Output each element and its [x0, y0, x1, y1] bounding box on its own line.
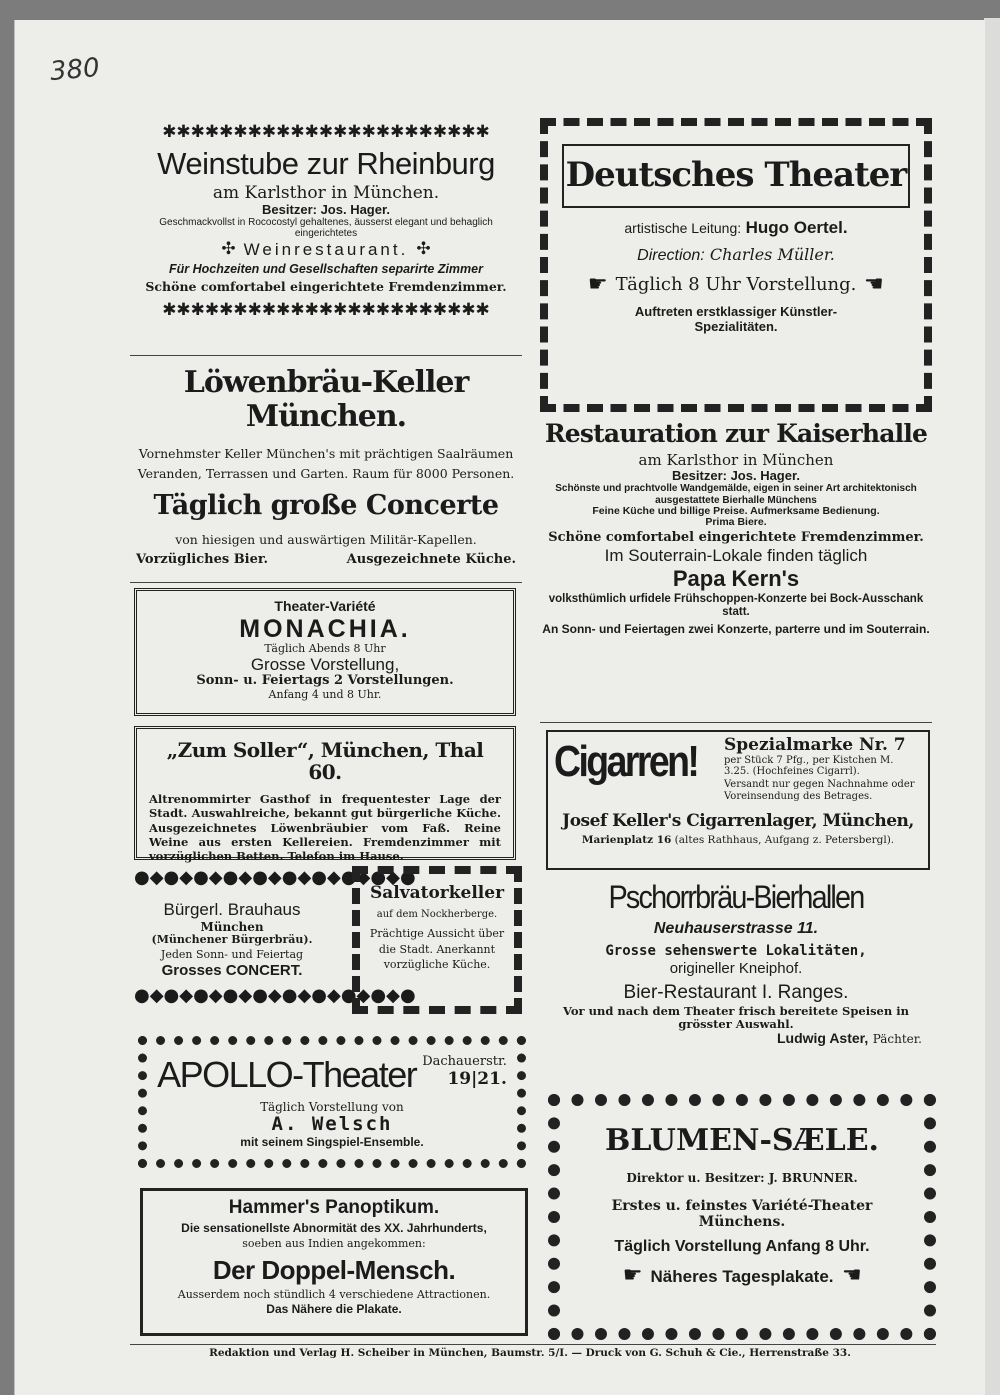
brauhaus-title: Bürgerl. Brauhaus — [163, 900, 301, 919]
dot-border-top: ●◆●◆●◆●◆●◆●◆●◆●◆●◆● — [134, 867, 416, 888]
salvator-place: auf dem Nockherberge. — [376, 909, 498, 921]
pschorr-line2: origineller Kneiphof. — [669, 960, 803, 978]
hammer-feature: Der Doppel-Mensch. — [212, 1255, 456, 1286]
ad-monachia — [134, 588, 516, 716]
ad-cigarren — [546, 730, 930, 870]
soller-title: „Zum Soller“, München, Thal 60. — [166, 738, 484, 785]
separator — [130, 582, 522, 583]
apollo-title: APOLLO-Theater — [157, 1054, 417, 1095]
apollo-street: Dachauerstr. — [422, 1054, 507, 1069]
salvator-text: Prächtige Aussicht über die Stadt. Anerkannt vorzügliche Küche. — [369, 927, 505, 971]
ad-salvator — [352, 866, 522, 1014]
apollo-daily: Täglich Vorstellung von — [260, 1100, 404, 1114]
ad-hammer — [140, 1188, 528, 1336]
apollo-ensemble: mit seinem Singspiel-Ensemble. — [240, 1134, 424, 1149]
fleuron-icon: ✣ — [221, 238, 236, 259]
cigarren-top-row — [548, 732, 928, 802]
pointing-hand-icon: ☛ — [622, 1263, 643, 1289]
apollo-name: A. Welsch — [271, 1113, 393, 1136]
monachia-time: Täglich Abends 8 Uhr — [264, 641, 386, 655]
theater-lead-row — [562, 218, 910, 238]
cigarren-shop: Josef Keller's Cigarrenlager, München, — [562, 810, 914, 831]
kaiserhalle-desc: Schönste und prachtvolle Wandgemälde, eigen in seiner Art architektonisch ausgestattete Bierhalle Münchens — [555, 483, 917, 506]
weinstube-type: Weinrestaurant. — [243, 239, 409, 259]
hammer-line1: Die sensationellste Abnormität des XX. Jahrhunderts, — [181, 1221, 487, 1236]
footer-imprint: Redaktion und Verlag H. Scheiber in München, Baumstr. 5/I. — Druck von G. Schuh & Cie., Herrenstraße 33. — [209, 1347, 851, 1359]
page-edge — [984, 18, 1000, 1395]
cigarren-big: Cigarren! — [554, 737, 698, 786]
loewenbraeu-title: Löwenbräu-Keller München. — [183, 365, 469, 434]
theater-daily: Täglich 8 Uhr Vorstellung. — [615, 273, 857, 295]
loewenbraeu-kitchen: Ausgezeichnete Küche. — [346, 552, 516, 568]
brauhaus-sub: (Münchener Bürgerbräu). — [151, 933, 313, 947]
hammer-line4: Das Nähere die Plakate. — [266, 1302, 402, 1317]
theater-lead-name: Hugo Oertel. — [745, 218, 848, 238]
ad-soller — [134, 726, 516, 864]
monachia-show: Grosse Vorstellung, — [250, 654, 400, 674]
weinstube-title: Weinstube zur Rheinburg — [157, 146, 495, 181]
monachia-title: MONACHIA. — [239, 614, 411, 643]
pschorr-line1: Grosse sehenswerte Lokalitäten, — [605, 942, 867, 959]
pointing-hand-icon: ☛ — [841, 1263, 862, 1289]
footer-rule — [130, 1344, 936, 1345]
fleuron-icon: ✣ — [416, 238, 431, 259]
apollo-title-row — [147, 1055, 517, 1095]
theater-daily-row — [562, 273, 910, 298]
monachia-sub: Theater-Variété — [274, 598, 376, 614]
ad-pschorr — [540, 880, 932, 1088]
cigarren-brand: Spezialmarke Nr. 7 — [724, 735, 906, 755]
theater-artists: Auftreten erstklassiger Künstler-Spezialitäten. — [634, 304, 838, 334]
star-border-bottom: ✱✱✱✱✱✱✱✱✱✱✱✱✱✱✱✱✱✱✱✱✱✱✱ — [162, 299, 490, 320]
ad-kaiserhalle — [540, 420, 932, 722]
hammer-title: Hammer's Panoptikum. — [228, 1197, 440, 1218]
pschorr-street: Neuhauserstrasse 11. — [653, 919, 819, 937]
pschorr-line3: Bier-Restaurant I. Ranges. — [623, 982, 849, 1004]
pschorr-owner: Ludwig Aster, — [776, 1030, 869, 1047]
theater-direction-name: Charles Müller. — [709, 244, 835, 264]
loewenbraeu-line3: von hiesigen und auswärtigen Militär-Kapellen. — [175, 532, 477, 548]
cigarren-address: Marienplatz 16 — [581, 833, 672, 846]
weinstube-owner: Besitzer: Jos. Hager. — [262, 201, 390, 217]
page-number-handwritten: 380 — [48, 52, 101, 88]
weinstube-rooms: Für Hochzeiten und Gesellschaften separirte Zimmer — [169, 261, 483, 276]
kaiserhalle-rooms: Schöne comfortabel eingerichtete Fremdenzimmer. — [548, 530, 924, 546]
kaiserhalle-location: am Karlsthor in München — [638, 451, 834, 469]
loewenbraeu-beer: Vorzügliches Bier. — [136, 552, 269, 568]
cigarren-price: per Stück 7 Pfg., per Kistchen M. 3.25. (Hochfeines Cigarrl). — [724, 755, 894, 778]
ad-weinstube — [130, 124, 522, 350]
kaiserhalle-title: Restauration zur Kaiserhalle — [544, 419, 928, 448]
pointing-hand-icon: ☛ — [864, 271, 885, 297]
kaiserhalle-kitchen: Feine Küche und billige Preise. Aufmerksame Bedienung. — [592, 504, 880, 517]
hammer-line2: soeben aus Indien angekommen: — [242, 1236, 426, 1250]
apollo-number: 19|21. — [447, 1068, 507, 1089]
kaiserhalle-name: Papa Kern's — [672, 565, 800, 591]
cigarren-address-row — [548, 835, 928, 847]
separator — [540, 722, 932, 723]
soller-text: Altrenommirter Gasthof in frequentester Lage der Stadt. Auswahlreiche, bekannt gut bürgerliche Küche. Ausgezeichnetes Löwenbräubier vom Faß. Reine Weine aus ersten Kellereien. Fremdenzimmer mit vorzüglichen Betten. Telefon im Hause. — [149, 791, 501, 864]
weinstube-guest: Schöne comfortabel eingerichtete Fremdenzimmer. — [145, 278, 507, 294]
loewenbraeu-footer-row — [130, 553, 522, 568]
loewenbraeu-line1: Vornehmster Keller München's mit prächtigen Saalräumen — [138, 446, 514, 462]
monachia-start: Anfang 4 und 8 Uhr. — [268, 687, 382, 701]
weinstube-location: am Karlsthor in München. — [212, 182, 440, 203]
ad-apollo — [138, 1036, 526, 1168]
star-border-top: ✱✱✱✱✱✱✱✱✱✱✱✱✱✱✱✱✱✱✱✱✱✱✱ — [162, 122, 490, 142]
brauhaus-concert: Grosses CONCERT. — [161, 962, 303, 980]
monachia-sunday: Sonn- u. Feiertags 2 Vorstellungen. — [196, 673, 454, 689]
cigarren-address-note: (altes Rathhaus, Aufgang z. Petersbergl). — [674, 833, 895, 846]
theater-title: Deutsches Theater — [565, 155, 907, 195]
cigarren-shipping: Versandt nur gegen Nachnahme oder Voreinsendung des Betrages. — [724, 779, 915, 802]
weinstube-desc: Geschmackvollst in Rococostyl gehaltenes, äusserst elegant und behaglich eingerichtetes — [159, 217, 493, 240]
apollo-address — [422, 1055, 507, 1089]
brauhaus-city: München — [200, 920, 264, 935]
loewenbraeu-concert: Täglich große Concerte — [153, 490, 499, 522]
theater-direction-row — [562, 246, 910, 265]
kaiserhalle-concerts: volksthümlich urfidele Frühschoppen-Konzerte bei Bock-Ausschank statt. — [548, 593, 924, 619]
blumen-line3-row — [570, 1264, 914, 1289]
weinstube-type-row — [130, 240, 522, 259]
blumen-owner: Direktor u. Besitzer: J. BRUNNER. — [626, 1170, 858, 1185]
ad-theater — [540, 118, 932, 412]
blumen-line3: Näheres Tagesplakate. — [650, 1267, 834, 1287]
kaiserhalle-owner: Besitzer: Jos. Hager. — [672, 467, 800, 483]
loewenbraeu-line2: Veranden, Terrassen und Garten. Raum für 8000 Personen. — [137, 466, 515, 482]
kaiserhalle-sunday: An Sonn- und Feiertagen zwei Konzerte, parterre und im Souterrain. — [542, 622, 930, 637]
blumen-line1: Erstes u. feinstes Variété-Theater Münchens. — [611, 1198, 873, 1230]
blumen-title: BLUMEN-SÆLE. — [604, 1123, 879, 1158]
ad-blumen — [548, 1094, 936, 1340]
brauhaus-days: Jeden Sonn- und Feiertag — [160, 947, 304, 961]
dot-border-bottom: ●◆●◆●◆●◆●◆●◆●◆●◆●◆● — [134, 984, 416, 1006]
kaiserhalle-souterrain: Im Souterrain-Lokale finden täglich — [604, 545, 868, 565]
pschorr-owner-row — [540, 1031, 932, 1048]
kaiserhalle-beer: Prima Biere. — [705, 516, 767, 529]
cigarren-info — [724, 736, 922, 802]
ad-brauhaus — [134, 867, 416, 1022]
theater-direction-label: Direction: — [637, 246, 705, 264]
salvator-title: Salvatorkeller — [369, 883, 505, 903]
theater-title-box — [562, 144, 910, 208]
pointing-hand-icon: ☛ — [587, 271, 608, 297]
hammer-line3: Ausserdem noch stündlich 4 verschiedene Attractionen. — [177, 1288, 491, 1302]
pschorr-line4: Vor und nach dem Theater frisch bereitete Speisen in grösster Auswahl. — [563, 1004, 909, 1032]
pschorr-role: Pächter. — [872, 1032, 922, 1047]
ad-loewenbraeu — [130, 360, 522, 580]
pschorr-title: Pschorrbräu-Bierhallen — [608, 879, 864, 915]
theater-lead-label: artistische Leitung: — [624, 220, 742, 237]
separator — [130, 355, 522, 356]
blumen-line2: Täglich Vorstellung Anfang 8 Uhr. — [614, 1238, 870, 1256]
